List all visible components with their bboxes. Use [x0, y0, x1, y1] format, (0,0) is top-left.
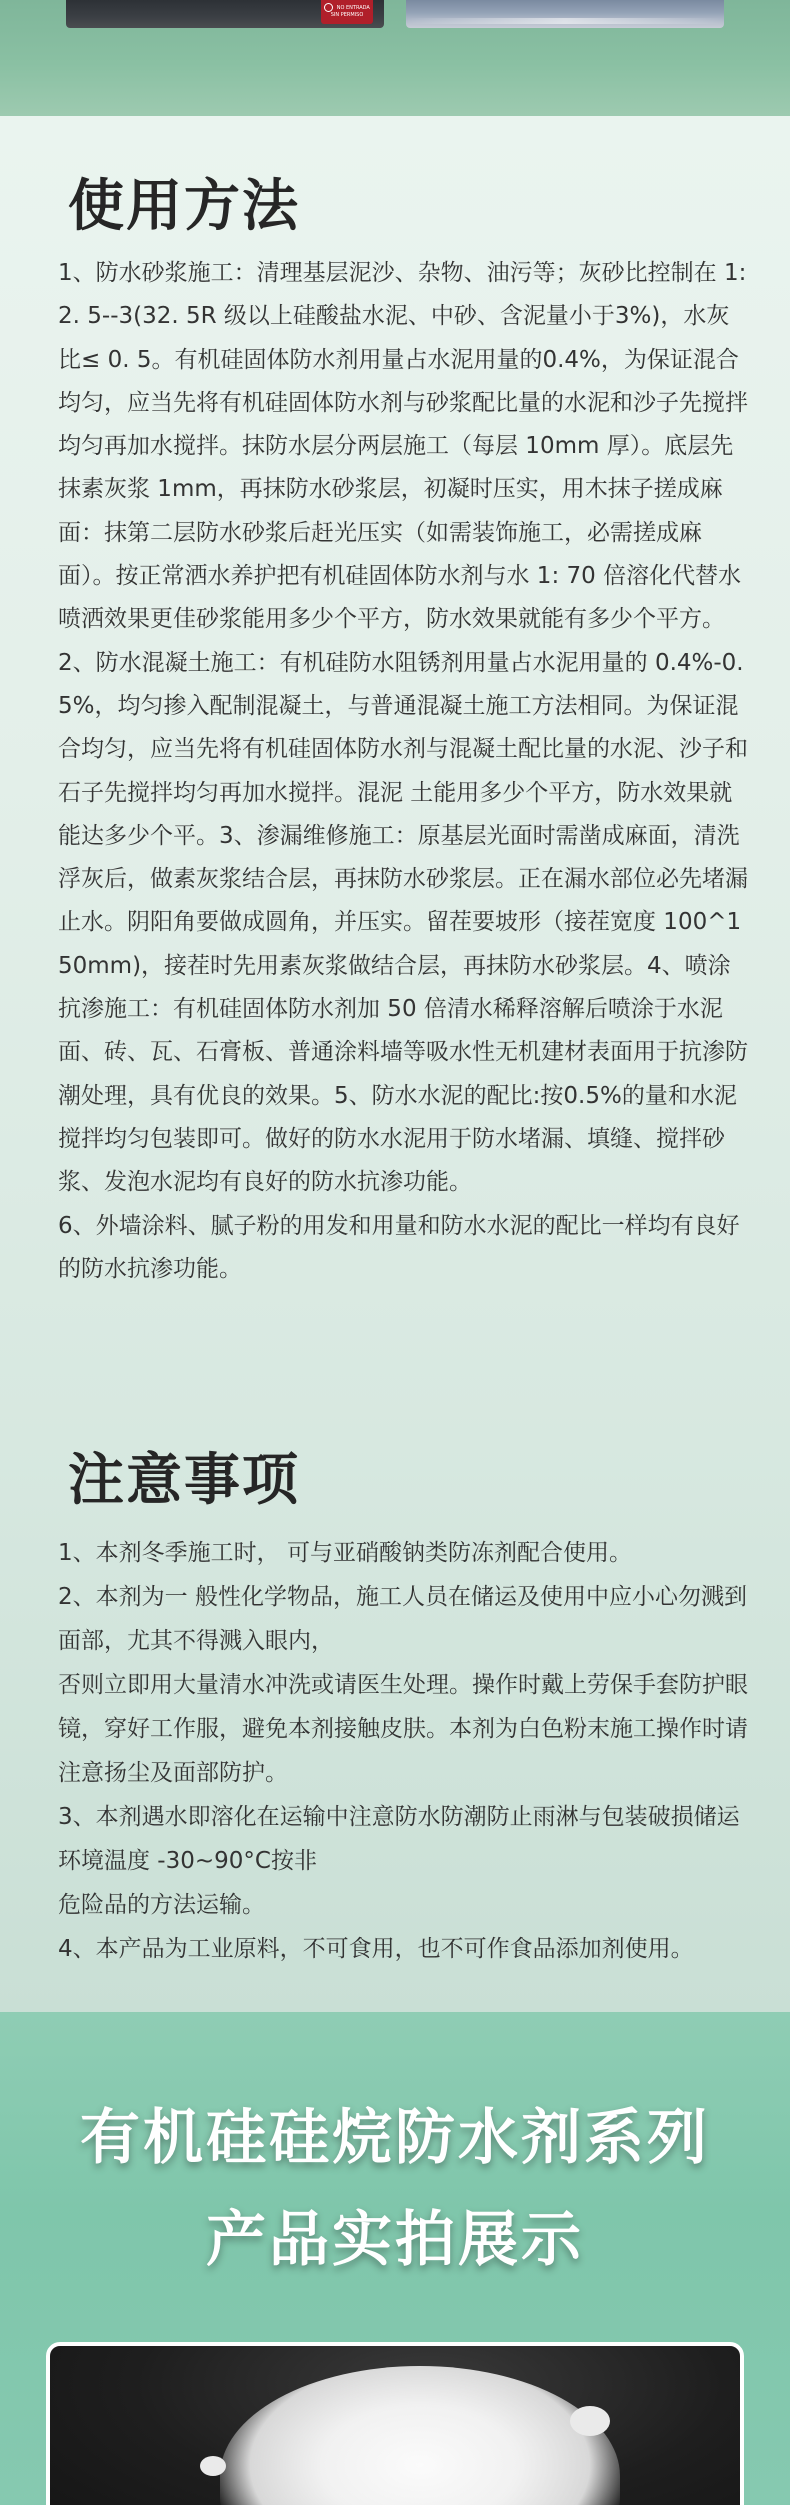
top-photo-band: [0, 0, 790, 116]
notes-paragraph: 3、本剂遇水即溶化在运输中注意防水防潮防止雨淋与包装破损储运环境温度 -30~90°C按非: [58, 1804, 740, 1874]
usage-title: 使用方法: [68, 174, 300, 239]
notes-paragraph: 危险品的方法运输。: [58, 1892, 265, 1918]
usage-body: [58, 252, 748, 1291]
notes-body: [58, 1531, 748, 1971]
banner-subtitle: 产品实拍展示: [206, 2205, 584, 2275]
usage-paragraph: 1、防水砂浆施工：清理基层泥沙、杂物、油污等；灰砂比控制在 1:2. 5--3(32. 5R 级以上硅酸盐水泥、中砂、含泥量小于3%)，水灰比≤ 0. 5。有机硅固体防水剂用量占水泥用量的0.4%，为保证混合均匀，应当先将有机硅固体防水剂与砂浆配比量的水泥和沙子先搅拌均匀再加水搅拌。抹防水层分两层施工（每层 10mm 厚）。底层先抹素灰浆 1mm，再抹防水砂浆层，初凝时压实，用木抹子搓成麻面：抹第二层防水砂浆后赶光压实（如需装饰施工，必需搓成麻面）。按正常洒水养护把有机硅固体防水剂与水 1: 70 倍溶化代替水喷洒效果更佳砂浆能用多少个平方，防水效果就能有多少个平方。2、防水混凝土施工：有机硅防水阻锈剂用量占水泥用量的 0.4%-0.5%，均匀掺入配制混凝土，与普通混凝土施工方法相同。为保证混合均匀，应当先将有机硅固体防水剂与混凝土配比量的水泥、沙子和石子先搅拌均匀再加水搅拌。混泥 土能用多少个平方，防水效果就能达多少个平。3、渗漏维修施工：原基层光面时需凿成麻面，清洗浮灰后，做素灰浆结合层，再抹防水砂浆层。正在漏水部位必先堵漏止水。阴阳角要做成圆角，并压实。留茬要坡形（接茬宽度 100^150mm)，接茬时先用素灰浆做结合层，再抹防水砂浆层。4、喷涂抗渗施工：有机硅固体防水剂加 50 倍清水稀释溶解后喷涂于水泥面、砖、瓦、石膏板、普通涂料墙等吸水性无机建材表面用于抗渗防潮处理，具有优良的效果。5、防水水泥的配比:按0.5%的量和水泥搅拌均匀包装即可。做好的防水水泥用于防水堵漏、填缝、搅拌砂浆、发泡水泥均有良好的防水抗渗功能。: [58, 260, 748, 1196]
white-powder-image: [220, 2366, 620, 2505]
sign-text: NO ENTRADA SIN PERMISO: [330, 5, 370, 18]
banner-title: 有机硅硅烷防水剂系列: [80, 2103, 710, 2173]
usage-paragraph: 6、外墙涂料、腻子粉的用发和用量和防水水泥的配比一样均有良好的防水抗渗功能。: [58, 1212, 740, 1282]
prohibition-icon: [324, 3, 333, 12]
site-photo-right: [406, 0, 724, 28]
notes-paragraph: 1、本剂冬季施工时， 可与亚硝酸钠类防冻剂配合使用。: [58, 1540, 632, 1566]
no-entry-sign: [321, 0, 373, 24]
notes-paragraph: 2、本剂为一 般性化学物品，施工人员在储运及使用中应小心勿溅到面部，尤其不得溅入眼内，: [58, 1584, 747, 1654]
powder-speck: [200, 2456, 226, 2476]
notes-paragraph: 4、本产品为工业原料，不可食用，也不可作食品添加剂使用。: [58, 1936, 694, 1962]
product-banner: [0, 2012, 790, 2505]
notes-title: 注意事项: [68, 1448, 300, 1513]
site-photo-left: [66, 0, 384, 28]
notes-paragraph: 否则立即用大量清水冲洗或请医生处理。操作时戴上劳保手套防护眼镜，穿好工作服，避免本剂接触皮肤。本剂为白色粉末施工操作时请注意扬尘及面部防护。: [58, 1672, 748, 1786]
product-photo: [46, 2342, 744, 2505]
powder-speck: [570, 2406, 610, 2436]
content-panel: [0, 116, 790, 2012]
